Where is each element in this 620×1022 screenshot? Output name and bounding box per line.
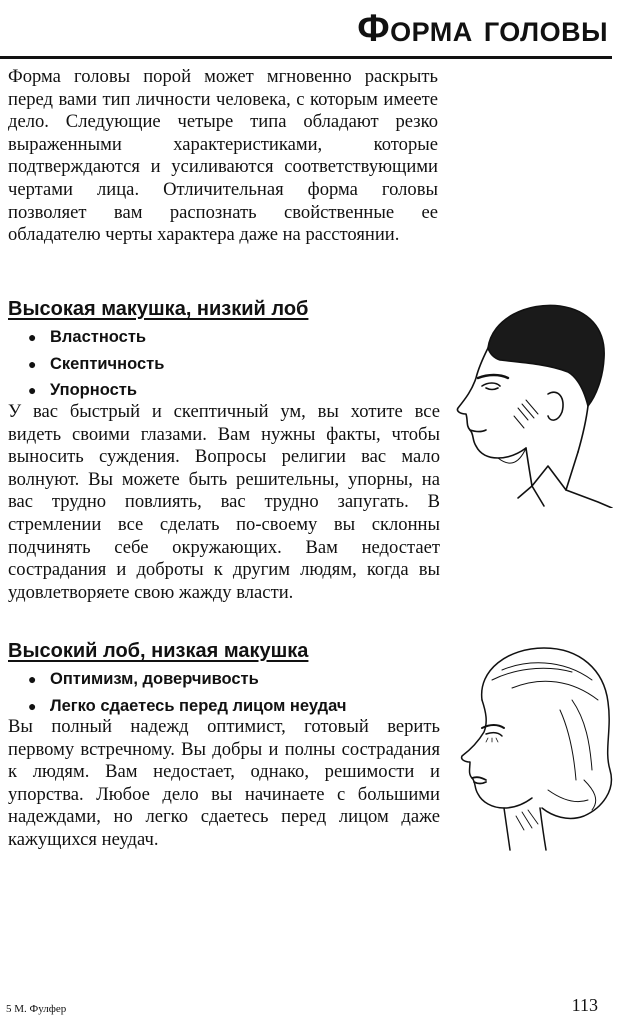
footer-signature: 5 М. Фулфер <box>6 1003 67 1015</box>
trait-item <box>28 377 164 404</box>
trait-item <box>28 324 164 351</box>
trait-item <box>28 351 164 378</box>
bullet-icon: ● <box>28 329 37 345</box>
section-heading-high-forehead: Высокий лоб, низкая макушка <box>8 640 309 662</box>
section-body-high-forehead: Вы полный надежд оптимист, готовый верить первому встречному. Вы добры и полны сострадания к людям. Вам недостает, однако, решимости и упорства. Любое дело вы начинаете с большими надеждами, но легко сдаетесь перед лицом даже кажущихся неудач. <box>8 716 440 850</box>
trait-label: Властность <box>50 328 147 346</box>
section-body-high-crown: У вас быстрый и скептичный ум, вы хотите все видеть своими глазами. Вам нужны факты, чтобы выносить суждения. Вопросы религии вас мало волнуют. Вы можете быть решительны, упорны, на вас трудно повлиять, вас трудно запугать. В стремлении все сделать по-своему вы склонны подчинять себе окружающих. Вам недостает сострадания и доброты к другим людям, когда вы удовлетворяете свою жажду власти. <box>8 401 440 603</box>
trait-item <box>28 666 346 693</box>
man-profile-illustration <box>448 298 614 508</box>
title-rule <box>0 56 612 59</box>
intro-paragraph: Форма головы порой может мгновенно раскрыть перед вами тип личности человека, с которым имеете дело. Следующие четыре типа обладают резко выраженными характеристиками, которые подтверждаются и усиливаются соответствующими чертами лица. Отличительная форма головы позволяет вам распознать свойственные ее обладателю черты характера даже на расстоянии. <box>8 66 438 246</box>
trait-list-high-forehead <box>28 666 346 719</box>
chapter-title: Форма головы <box>357 8 608 50</box>
bullet-icon: ● <box>28 382 37 398</box>
bullet-icon: ● <box>28 671 37 687</box>
bullet-icon: ● <box>28 355 37 372</box>
trait-label: Легко сдаетесь перед лицом неудач <box>50 696 347 715</box>
trait-label: Упорность <box>50 381 137 399</box>
trait-list-high-crown <box>28 324 164 404</box>
bullet-icon: ● <box>28 697 37 714</box>
section-heading-high-crown: Высокая макушка, низкий лоб <box>8 298 309 320</box>
page-number: 113 <box>571 995 598 1015</box>
trait-label: Скептичность <box>50 354 165 373</box>
trait-label: Оптимизм, доверчивость <box>50 670 259 688</box>
woman-profile-illustration <box>452 640 614 852</box>
